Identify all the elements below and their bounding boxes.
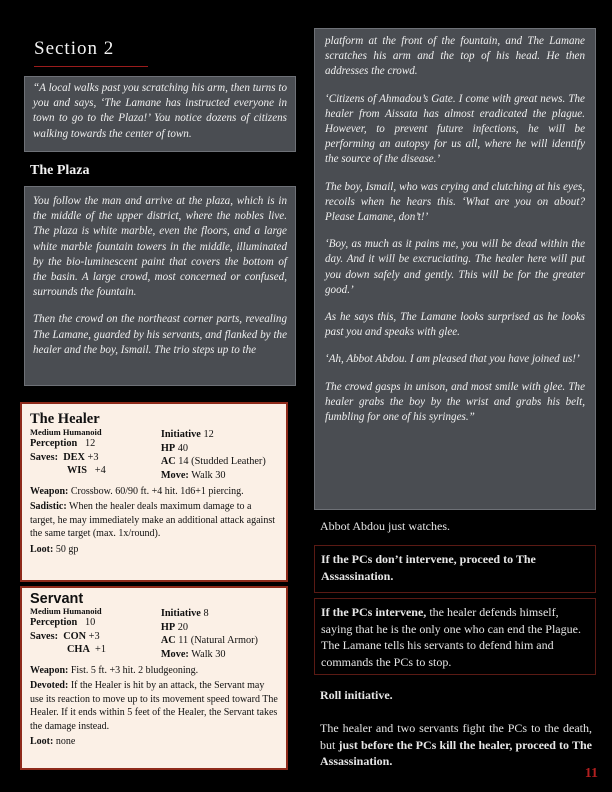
- intervene-box: [314, 598, 596, 675]
- weapon-text: Fist. 5 ft. +3 hit. 2 bludgeoning.: [70, 665, 199, 676]
- weapon-label: Weapon:: [30, 486, 69, 497]
- stat-name: Servant: [30, 591, 84, 607]
- no-intervene-text: If the PCs don’t intervene, proceed to The Assassination.: [321, 552, 536, 583]
- fight-bold-text: just before the PCs kill the healer, proceed to The Assassination.: [320, 737, 592, 768]
- trait-text: When the healer deals maximum damage to a target, he may immediately make an additional attack against the same target (max. 1x/round).: [30, 501, 276, 540]
- save-stat: CON: [63, 630, 87, 642]
- save-stat: CHA: [67, 644, 90, 655]
- hp-label: HP: [160, 621, 176, 633]
- speech-paragraph: ‘Citizens of Ahmadou’s Gate. I come with great news. The healer from Aissata has almost eradicated the plague. However, to prevent future infections, he will be performing an autopsy for us all, where he will identify the source of the disease.’: [325, 92, 585, 166]
- intervene-lead: If the PCs intervene,: [321, 605, 427, 619]
- page-number: 11: [584, 766, 598, 781]
- healer-stat-block: [20, 402, 288, 582]
- save-value: +3: [88, 630, 100, 642]
- speech-paragraph: ‘Ah, Abbot Abdou. I am pleased that you have joined us!’: [325, 353, 580, 366]
- fight-text: The healer and two servants fight the PCs to the death, but: [320, 721, 592, 752]
- weapon-label: Weapon:: [30, 665, 69, 676]
- hp-value: 40: [177, 442, 189, 454]
- stat-name: The Healer: [30, 411, 100, 427]
- title-underline: [34, 66, 148, 67]
- save-stat: WIS: [67, 465, 88, 476]
- creature-type: Medium Humanoid: [30, 606, 102, 616]
- lamane-speech-box: [314, 28, 596, 510]
- loot-value: none: [55, 736, 76, 748]
- trait-text: If the Healer is hit by an attack, the Servant may use its reaction to move up to its movement speed toward The Healer. If it ends within 5 feet of the Healer, the Servant takes the damage instead.: [30, 680, 278, 732]
- move-label: Move:: [160, 648, 189, 660]
- saves-label: Saves:: [30, 630, 59, 642]
- trait-label: Devoted:: [30, 680, 69, 692]
- perception-label: Perception: [30, 438, 78, 449]
- ac-value: 14 (Studded Leather): [178, 456, 266, 467]
- save-value: +3: [87, 451, 99, 463]
- plaza-paragraph: You follow the man and arrive at the plaza, which is in the middle of the upper district, where the nobles live. The plaza is white marble, even the floors, and a large white marble fountain towers in the middle, illuminated by the bio-luminescent paint that covers the bottom of the basin. A large crowd, most concerned or confused, surrounds the fountain.: [33, 195, 287, 299]
- plaza-heading: The Plaza: [30, 163, 90, 178]
- ac-label: AC: [160, 456, 176, 467]
- saves-label: Saves:: [30, 451, 59, 463]
- servant-stat-block: [20, 586, 288, 770]
- loot-label: Loot:: [30, 736, 54, 748]
- speech-paragraph: platform at the front of the fountain, and The Lamane scratches his arm and the top of his head. He then addresses the crowd.: [325, 35, 585, 78]
- speech-paragraph: The boy, Ismail, who was crying and clutching at his eyes, recoils when he hears this. ‘What are you on about? Please Lamane, don’t!’: [325, 180, 585, 224]
- trait-label: Sadistic:: [30, 501, 67, 513]
- initiative-label: Initiative: [160, 608, 201, 619]
- loot-value: 50 gp: [55, 543, 79, 555]
- creature-type: Medium Humanoid: [30, 427, 102, 437]
- speech-paragraph: As he says this, The Lamane looks surprised as he looks past you and speaks with glee.: [325, 311, 585, 339]
- initiative-value: 12: [203, 429, 214, 440]
- no-intervene-box: [314, 545, 596, 593]
- ac-value: 11 (Natural Armor): [178, 635, 258, 646]
- plaza-paragraph: Then the crowd on the northeast corner parts, revealing The Lamane, guarded by his servants, and flanked by the healer and the boy, Ismail. The trio steps up to the: [33, 313, 287, 356]
- speech-paragraph: ‘Boy, as much as it pains me, you will be dead within the day. And it will be excruciating. The healer here will put you down safely and gently. This will be for the greater good.’: [325, 238, 585, 296]
- roll-initiative: Roll initiative.: [320, 688, 393, 702]
- intervene-text: the healer defends himself, saying that he is the only one who can end the Plague. The Lamane tells his servants to defend him and commands the PCs to stop.: [321, 605, 581, 669]
- loot-label: Loot:: [30, 543, 54, 555]
- perception-value: 12: [85, 438, 96, 449]
- move-label: Move:: [160, 469, 189, 481]
- perception-value: 10: [85, 617, 96, 628]
- hp-label: HP: [160, 442, 176, 454]
- ac-label: AC: [160, 635, 176, 646]
- save-value: +4: [94, 465, 106, 476]
- move-value: Walk 30: [191, 469, 226, 481]
- move-value: Walk 30: [191, 648, 226, 660]
- intro-text: “A local walks past you scratching his arm, then turns to you and says, ‘The Lamane has instructed everyone in town to go to the Plaza!’ You notice dozens of citizens walking towards the center of town.: [33, 82, 287, 140]
- fight-paragraph: [320, 720, 592, 770]
- save-stat: DEX: [63, 451, 85, 463]
- weapon-text: Crossbow. 60/90 ft. +4 hit. 1d6+1 piercing.: [70, 486, 244, 497]
- speech-paragraph: The crowd gasps in unison, and most smile with glee. The healer grabs the boy by the wrist and grabs his belt, fumbling for one of his syringes.”: [325, 380, 585, 424]
- save-value: +1: [95, 644, 107, 655]
- plaza-readaloud-box: [24, 186, 296, 386]
- section-title: Section 2: [34, 38, 115, 59]
- intro-readaloud-box: [24, 76, 296, 152]
- hp-value: 20: [177, 621, 189, 633]
- abbot-line: Abbot Abdou just watches.: [320, 519, 450, 533]
- perception-label: Perception: [30, 617, 78, 628]
- initiative-label: Initiative: [160, 429, 201, 440]
- initiative-value: 8: [203, 608, 209, 619]
